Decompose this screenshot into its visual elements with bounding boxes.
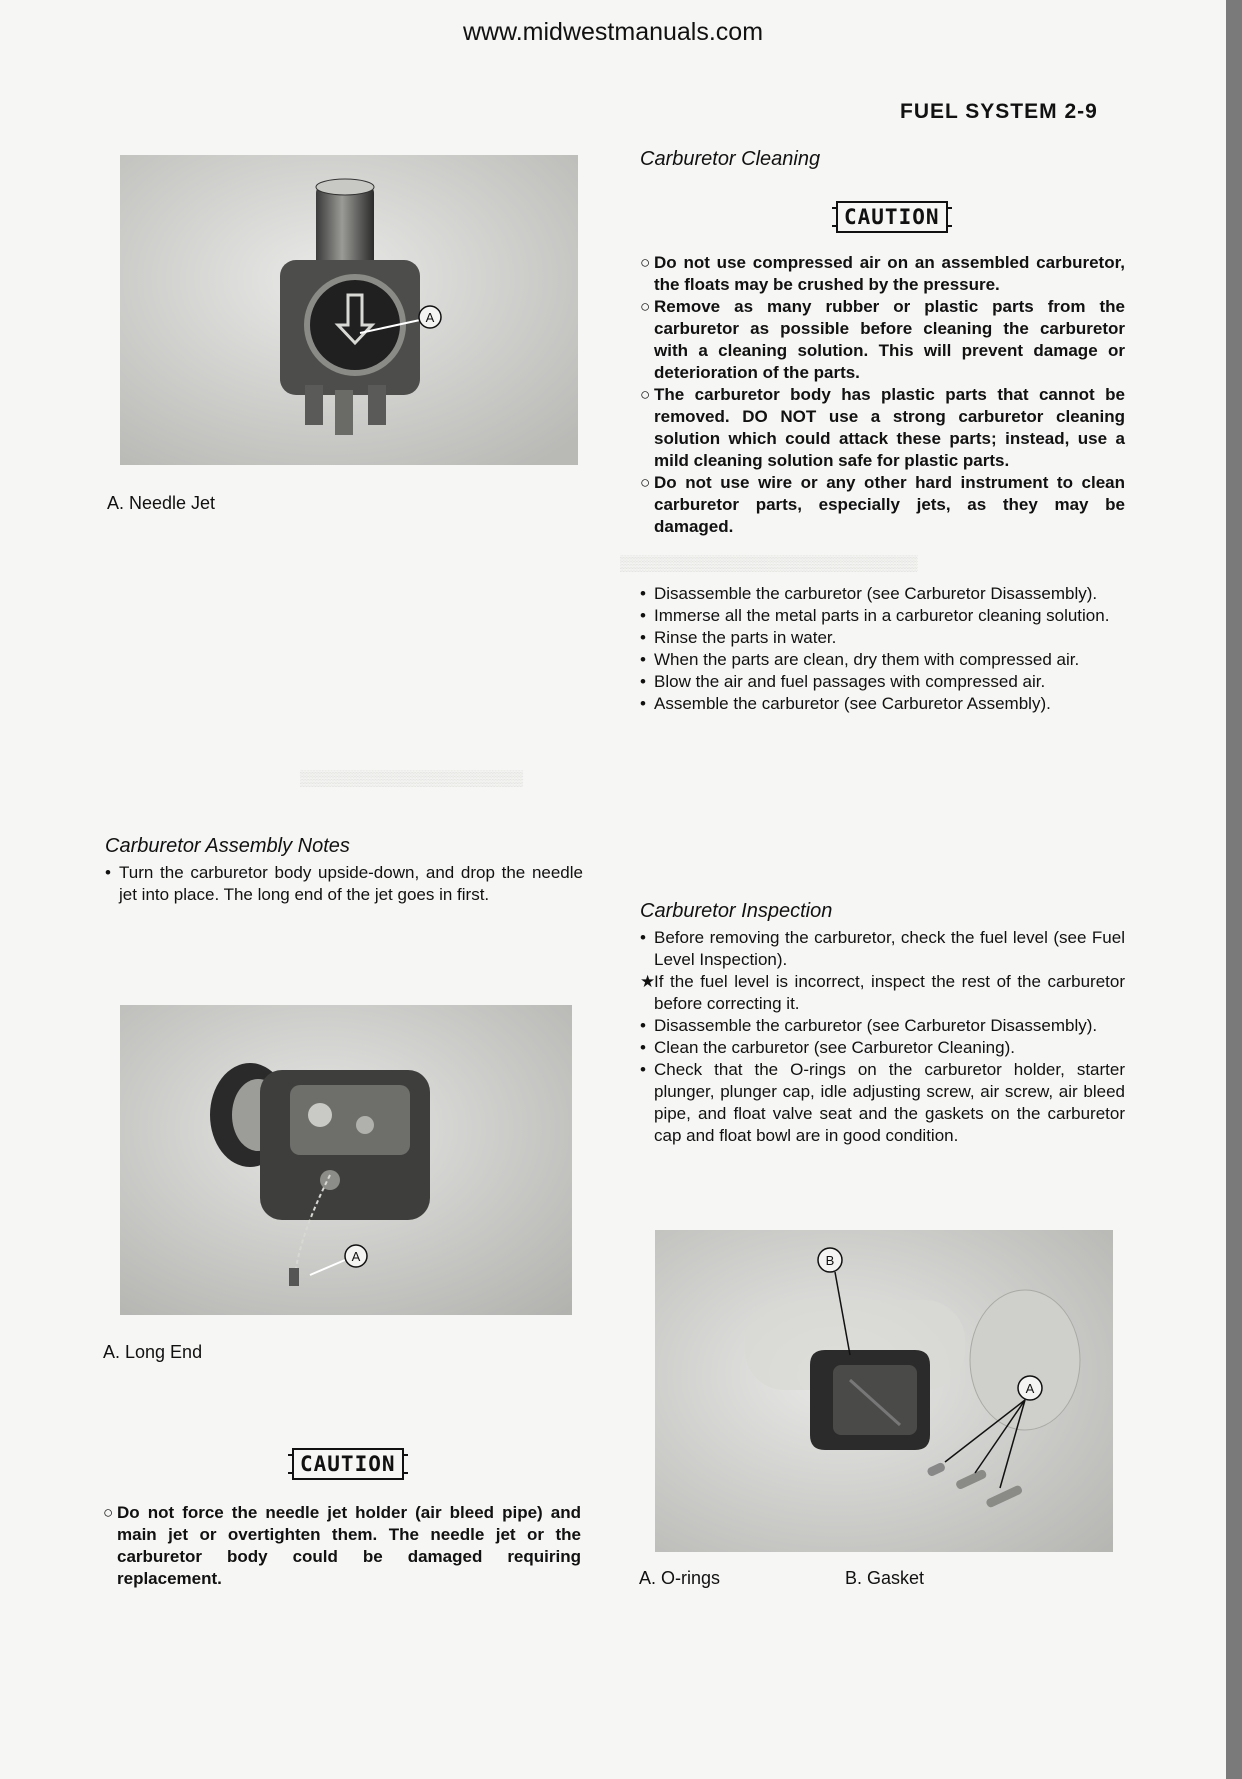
orings-gasket-photo: [655, 1230, 1113, 1552]
cleaning-step: • Immerse all the metal parts in a carburetor cleaning solution.: [640, 606, 1110, 625]
figure-caption-gasket: B. Gasket: [845, 1568, 925, 1588]
page-header: FUEL SYSTEM 2-9: [900, 100, 1098, 123]
bleed-through-text: ▒▒▒▒▒▒▒▒▒▒▒▒▒▒▒▒▒▒▒▒▒: [300, 770, 524, 787]
caution-item: ○ The carburetor body has plastic parts that cannot be removed. DO NOT use a strong carburetor cleaning solution which could attack these parts; instead, use a mild cleaning solution safe for plastic parts.: [640, 385, 1125, 470]
figure-caption-needle-jet: A. Needle Jet: [107, 493, 216, 513]
needle-jet-photo: [120, 155, 578, 465]
cleaning-step: • Rinse the parts in water.: [640, 628, 837, 647]
long-end-photo: [120, 1005, 572, 1315]
bleed-through-text: ▒▒▒▒▒▒▒▒▒▒▒▒▒▒▒▒▒▒▒▒▒▒▒▒▒▒▒▒: [620, 555, 918, 572]
figure-caption-orings: A. O-rings: [639, 1568, 721, 1588]
caution-list-right: [640, 252, 1125, 538]
assembly-notes-list: [105, 862, 583, 906]
callout-b-label: B: [825, 1253, 835, 1268]
callout-a-label: A: [351, 1249, 361, 1264]
cleaning-title: Carburetor Cleaning: [640, 148, 821, 170]
callout-a-label: A: [425, 310, 435, 325]
caution-item: ○ Do not use compressed air on an assembled carburetor, the floats may be crushed by the pressure.: [640, 253, 1125, 294]
caution-list-left: [103, 1502, 581, 1590]
assembly-note-item: • Turn the carburetor body upside-down, and drop the needle jet into place. The long end of the jet goes in first.: [105, 863, 583, 904]
cleaning-step: • Assemble the carburetor (see Carburetor Assembly).: [640, 694, 1051, 713]
cleaning-step: • Blow the air and fuel passages with compressed air.: [640, 672, 1046, 691]
callout-a-label: A: [1025, 1381, 1035, 1396]
figure-caption-long-end: A. Long End: [103, 1342, 203, 1362]
inspection-step: • Before removing the carburetor, check the fuel level (see Fuel Level Inspection).: [640, 928, 1125, 969]
cleaning-step: • When the parts are clean, dry them with compressed air.: [640, 650, 1080, 669]
assembly-notes-title: Carburetor Assembly Notes: [105, 835, 350, 857]
caution-badge: CAUTION: [292, 1448, 404, 1480]
inspection-title: Carburetor Inspection: [640, 900, 833, 922]
caution-item: ○ Do not force the needle jet holder (air bleed pipe) and main jet or overtighten them. The needle jet or the carburetor body could be damaged requiring replacement.: [103, 1503, 581, 1588]
scan-edge: [1226, 0, 1242, 1779]
inspection-steps-list: [640, 927, 1125, 1147]
cleaning-step: • Disassemble the carburetor (see Carburetor Disassembly).: [640, 584, 1098, 603]
caution-item: ○ Do not use wire or any other hard instrument to clean carburetor parts, especially jets, as they may be damaged.: [640, 473, 1125, 536]
inspection-step: ★ If the fuel level is incorrect, inspect the rest of the carburetor before correcting it.: [640, 972, 1125, 1013]
inspection-step: • Clean the carburetor (see Carburetor Cleaning).: [640, 1038, 1015, 1057]
caution-item: ○ Remove as many rubber or plastic parts from the carburetor as possible before cleaning the carburetor with a cleaning solution. This will prevent damage or deterioration of the parts.: [640, 297, 1125, 382]
caution-badge: CAUTION: [836, 201, 948, 233]
inspection-step: • Disassemble the carburetor (see Carburetor Disassembly).: [640, 1016, 1098, 1035]
cleaning-steps-list: [640, 583, 1125, 715]
source-url: www.midwestmanuals.com: [462, 18, 764, 46]
inspection-step: • Check that the O-rings on the carburetor holder, starter plunger, plunger cap, idle adjusting screw, air screw, air bleed pipe, and float valve seat and the gaskets on the carburetor cap and float bowl are in good condition.: [640, 1060, 1125, 1145]
